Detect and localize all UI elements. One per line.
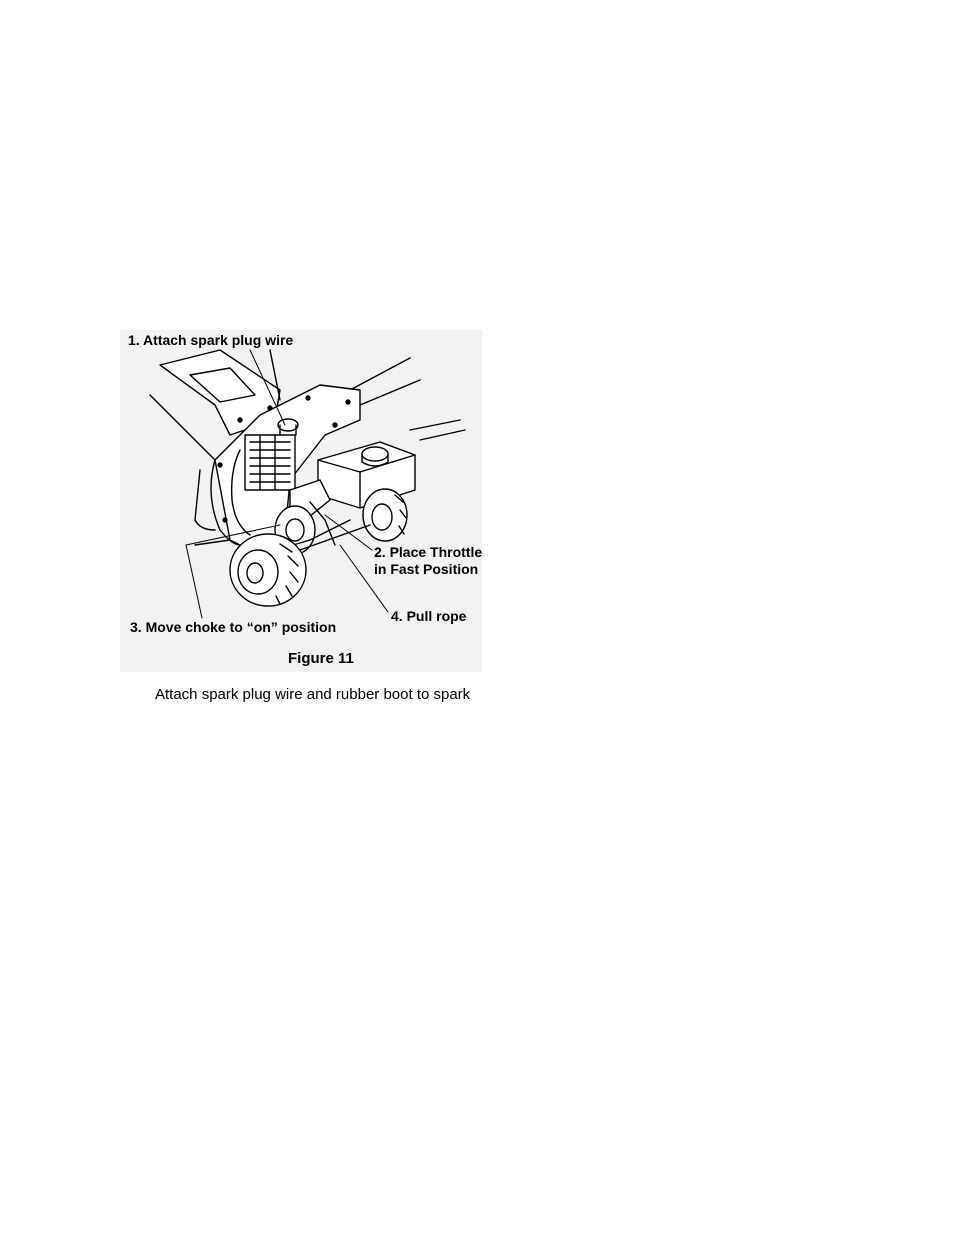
callout-attach-spark-plug-wire: 1. Attach spark plug wire xyxy=(128,332,294,348)
callout-throttle-line-2: in Fast Position xyxy=(374,561,479,577)
callout-pull-rope: 4. Pull rope xyxy=(391,608,467,624)
body-paragraph: Attach spark plug wire and rubber boot to spark xyxy=(155,686,471,703)
figure-caption: Figure 11 xyxy=(288,650,354,667)
figure-11 xyxy=(120,330,482,672)
callout-place-throttle xyxy=(374,544,482,578)
callout-throttle-line-1: 2. Place Throttle xyxy=(374,544,483,560)
callout-move-choke: 3. Move choke to “on” position xyxy=(130,619,337,635)
